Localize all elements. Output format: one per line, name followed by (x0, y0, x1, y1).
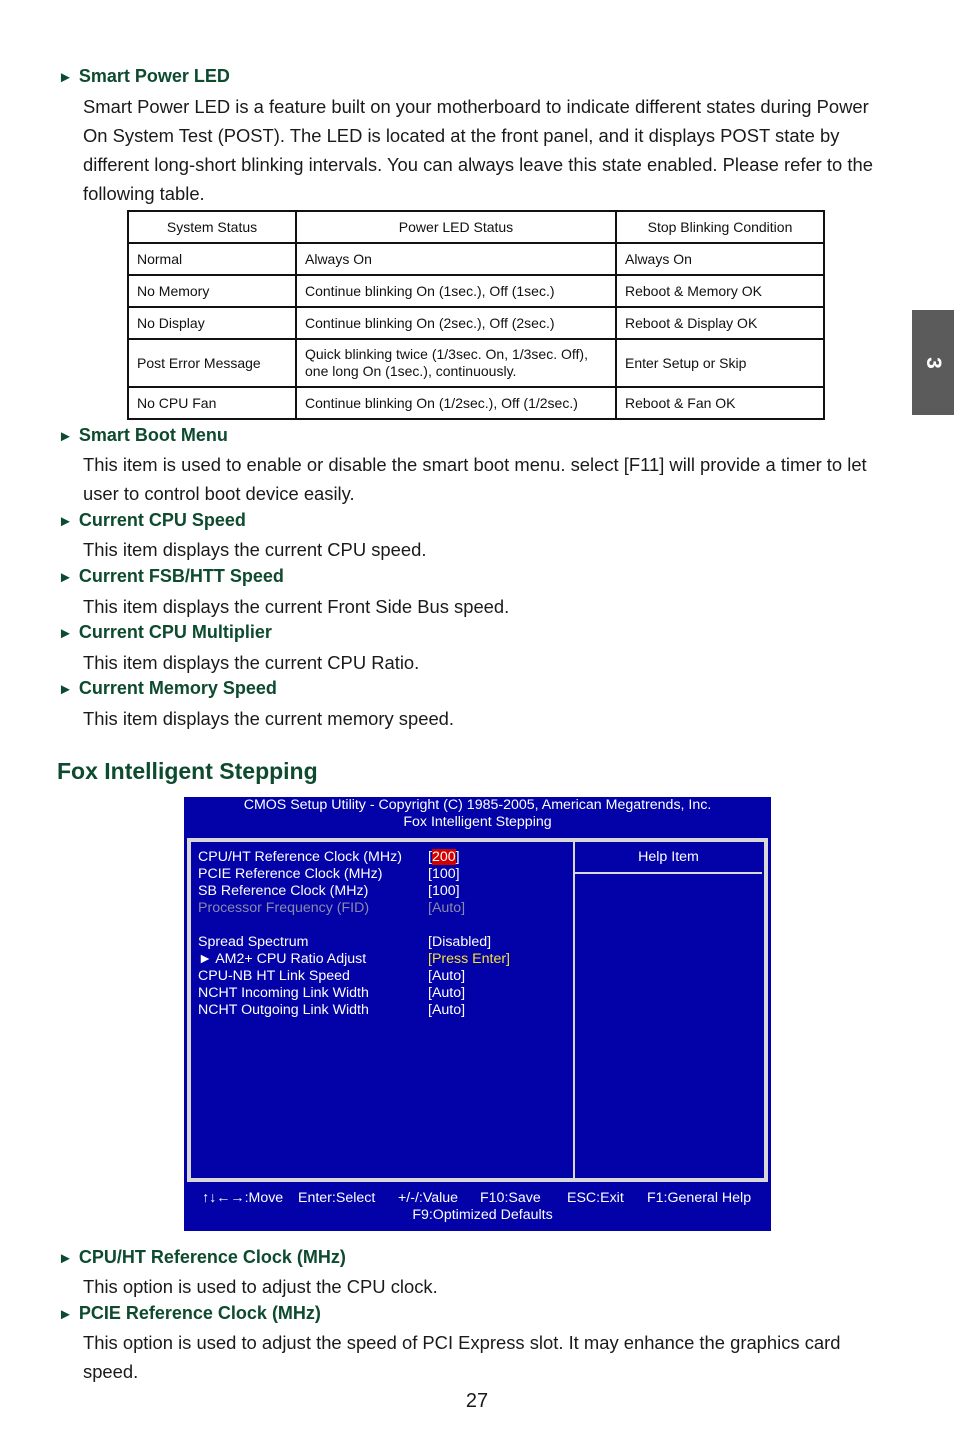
bios-header-title: Fox Intelligent Stepping (403, 814, 552, 830)
table-row (128, 307, 824, 339)
triangle-bullet-icon: ► (58, 69, 73, 86)
table-cell: Continue blinking On (1sec.), Off (1sec.) (296, 275, 616, 307)
heading-current-cpu-multiplier (58, 622, 272, 643)
help-item-title: Help Item (638, 849, 699, 865)
bios-value-cpu-ht-clock[interactable] (428, 849, 460, 866)
heading-text: Smart Power LED (78, 66, 230, 86)
table-header-row (128, 211, 824, 243)
triangle-bullet-icon: ► (58, 569, 73, 586)
heading-current-memory-speed (58, 678, 277, 699)
chapter-tab (912, 310, 954, 415)
selected-value: 200 (431, 849, 456, 865)
bios-item-processor-frequency: Processor Frequency (FID) (198, 900, 370, 916)
table-cell: No CPU Fan (128, 387, 296, 419)
bios-value-cpu-nb-ht-link[interactable]: [Auto] (428, 968, 466, 984)
bios-divider (573, 842, 575, 1178)
table-cell: Reboot & Memory OK (616, 275, 824, 307)
bios-header (184, 797, 771, 831)
page-number: 27 (465, 1390, 489, 1412)
bios-value-pcie-clock[interactable]: [100] (428, 866, 460, 882)
section-title: Fox Intelligent Stepping (57, 758, 318, 784)
chapter-number: 3 (922, 356, 945, 369)
bios-value-sb-clock[interactable]: [100] (428, 883, 460, 899)
bios-header-copyright: CMOS Setup Utility - Copyright (C) 1985-2005, American Megatrends, Inc. (243, 797, 712, 813)
heading-smart-power-led (58, 66, 230, 87)
bios-value-spread-spectrum[interactable]: [Disabled] (428, 934, 492, 950)
table-cell: Post Error Message (128, 339, 296, 387)
bios-item-cpu-nb-ht-link[interactable]: CPU-NB HT Link Speed (198, 968, 350, 984)
footer-value: +/-/:Value (398, 1190, 459, 1206)
table-header: System Status (128, 211, 296, 243)
current-cpu-speed-text: This item displays the current CPU speed. (83, 539, 427, 560)
heading-text: Current FSB/HTT Speed (78, 566, 284, 586)
bios-value-processor-frequency: [Auto] (428, 900, 466, 916)
table-cell: Continue blinking On (1/2sec.), Off (1/2sec.) (296, 387, 616, 419)
table-row (128, 339, 824, 387)
table-cell: Quick blinking twice (1/3sec. On, 1/3sec. Off), one long On (1sec.), continuously. (296, 339, 616, 387)
heading-text: Current CPU Speed (78, 510, 246, 530)
power-led-table (127, 210, 825, 420)
heading-cpu-ht-reference-clock (58, 1247, 346, 1268)
triangle-bullet-icon: ► (58, 428, 73, 445)
footer-select: Enter:Select (298, 1190, 376, 1206)
bios-value-am2-cpu-ratio[interactable]: [Press Enter] (428, 951, 511, 967)
bios-item-sb-clock[interactable]: SB Reference Clock (MHz) (198, 883, 369, 899)
table-row (128, 243, 824, 275)
bios-item-pcie-clock[interactable]: PCIE Reference Clock (MHz) (198, 866, 383, 882)
heading-pcie-reference-clock (58, 1303, 321, 1324)
bracket: ] (455, 849, 460, 865)
footer-save: F10:Save (480, 1190, 541, 1206)
heading-text: Smart Boot Menu (78, 425, 228, 445)
bios-item-ncht-outgoing[interactable]: NCHT Outgoing Link Width (198, 1002, 369, 1018)
heading-text: Current CPU Multiplier (78, 622, 272, 642)
table-header: Stop Blinking Condition (616, 211, 824, 243)
cpu-ht-reference-clock-text: This option is used to adjust the CPU clock. (83, 1276, 438, 1297)
table-cell: Reboot & Display OK (616, 307, 824, 339)
bios-value-ncht-incoming[interactable]: [Auto] (428, 985, 466, 1001)
footer-help: F1:General Help (647, 1190, 752, 1206)
table-cell: Always On (616, 243, 824, 275)
footer-move: ↑↓←→:Move (202, 1190, 284, 1206)
table-cell: Always On (296, 243, 616, 275)
triangle-bullet-icon: ► (58, 513, 73, 530)
heading-smart-boot-menu (58, 425, 228, 446)
table-cell: Normal (128, 243, 296, 275)
footer-defaults: F9:Optimized Defaults (412, 1207, 553, 1223)
table-cell: No Memory (128, 275, 296, 307)
current-fsb-speed-text: This item displays the current Front Side Bus speed. (83, 596, 510, 617)
bios-screen (184, 797, 771, 1231)
table-cell: No Display (128, 307, 296, 339)
table-row (128, 275, 824, 307)
triangle-bullet-icon: ► (58, 625, 73, 642)
smart-boot-menu-text: This item is used to enable or disable the smart boot menu. select [F11] will provide a timer to let user to control boot device easily. (83, 454, 867, 504)
current-cpu-multiplier-text: This item displays the current CPU Ratio. (83, 652, 420, 673)
bracket: [ (428, 849, 432, 865)
bios-item-spread-spectrum[interactable]: Spread Spectrum (198, 934, 309, 950)
heading-text: CPU/HT Reference Clock (MHz) (78, 1247, 346, 1267)
pcie-reference-clock-text: This option is used to adjust the speed of PCI Express slot. It may enhance the graphics card speed. (83, 1332, 841, 1382)
bios-value-ncht-outgoing[interactable]: [Auto] (428, 1002, 466, 1018)
triangle-bullet-icon: ► (58, 1250, 73, 1267)
table-cell: Reboot & Fan OK (616, 387, 824, 419)
footer-exit: ESC:Exit (567, 1190, 624, 1206)
bios-item-ncht-incoming[interactable]: NCHT Incoming Link Width (198, 985, 369, 1001)
table-row (128, 387, 824, 419)
bios-item-am2-cpu-ratio[interactable]: ► AM2+ CPU Ratio Adjust (198, 951, 367, 967)
table-cell: Continue blinking On (2sec.), Off (2sec.) (296, 307, 616, 339)
table-header: Power LED Status (296, 211, 616, 243)
heading-current-cpu-speed (58, 510, 246, 531)
triangle-bullet-icon: ► (58, 681, 73, 698)
current-memory-speed-text: This item displays the current memory speed. (83, 708, 455, 729)
smart-power-led-text: Smart Power LED is a feature built on your motherboard to indicate different states during Power On System Test (POST). The LED is located at the front panel, and it displays POST state by different long-short blinking intervals. You can always leave this state enabled. Please refer to the following table. (83, 96, 873, 204)
table-cell: Enter Setup or Skip (616, 339, 824, 387)
help-divider (575, 872, 762, 874)
heading-text: PCIE Reference Clock (MHz) (78, 1303, 321, 1323)
bios-item-cpu-ht-clock[interactable]: CPU/HT Reference Clock (MHz) (198, 849, 402, 865)
heading-current-fsb-speed (58, 566, 284, 587)
heading-text: Current Memory Speed (78, 678, 277, 698)
triangle-bullet-icon: ► (58, 1306, 73, 1323)
